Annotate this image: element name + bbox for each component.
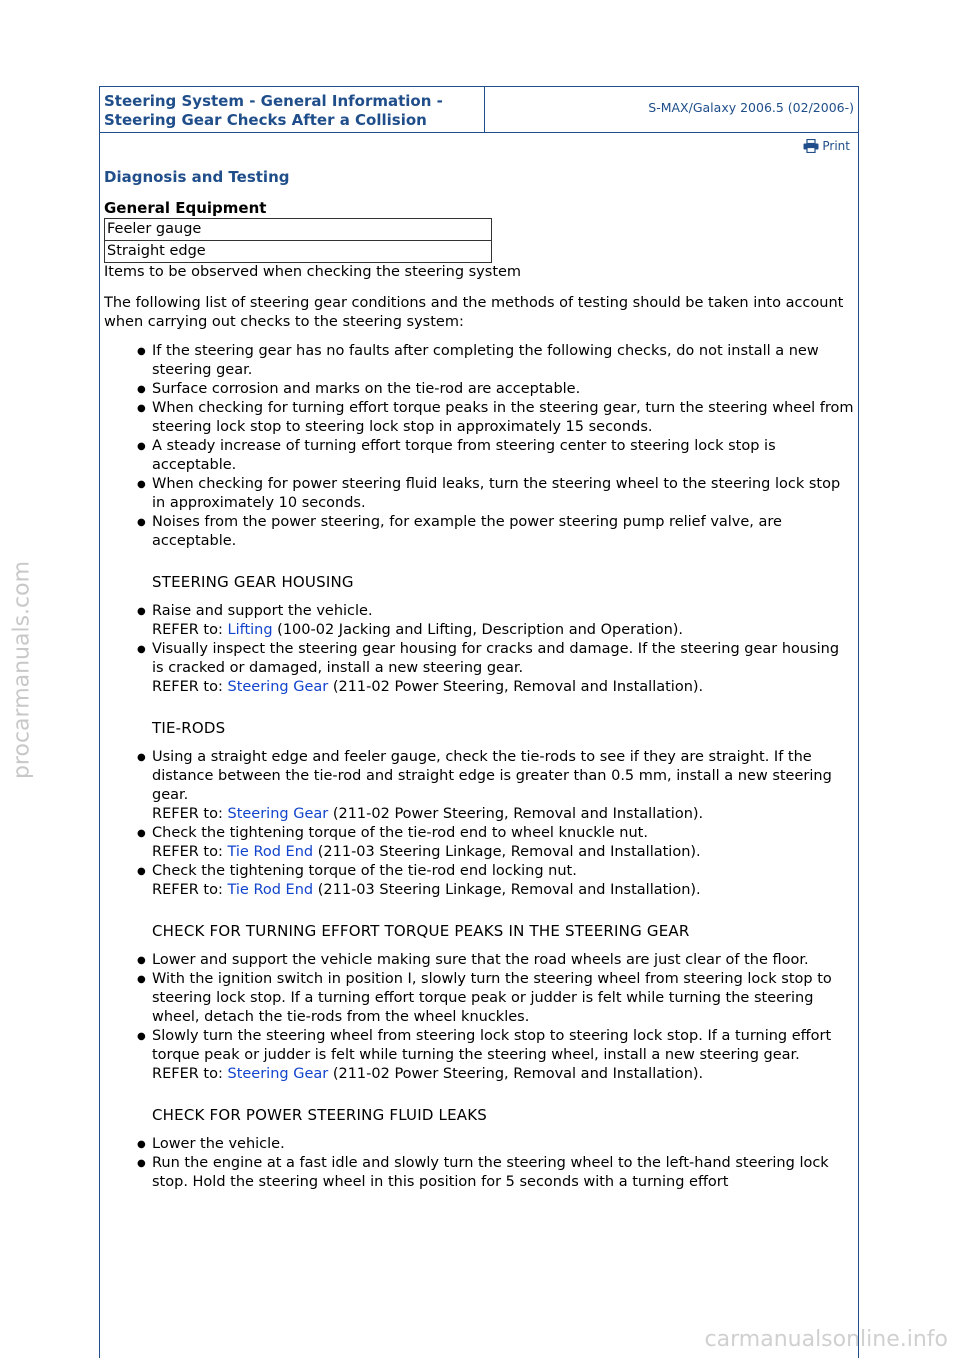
bullet-text: Using a straight edge and feeler gauge, check the tie-rods to see if they are straight. If the distance between the tie-rod and straight edge is greater than 0.5 mm, install a new steering gear. [152,749,832,803]
document-body [104,160,854,1192]
refer-label: REFER to: [152,882,228,898]
section-bullet-item [152,748,854,824]
reference-link[interactable]: Steering Gear [227,679,329,695]
bullet-text: Slowly turn the steering wheel from steering lock stop to steering lock stop. If a turning effort torque peak or judder is felt while turning the steering wheel, install a new steering gear. [152,1028,832,1063]
reference-link[interactable]: Steering Gear [227,806,329,822]
bullet-text: Lower the vehicle. [152,1136,285,1152]
equipment-table [104,218,492,263]
reference-link[interactable]: Lifting [227,622,273,638]
section-bullet-item [152,824,854,862]
bullet-text: Lower and support the vehicle making sure that the road wheels are just clear of the floor. [152,952,809,968]
section-bullet-list [104,602,854,697]
section-bullet-item [152,862,854,900]
reference-text: (211-02 Power Steering, Removal and Installation). [328,1066,704,1082]
section-bullet-list [104,748,854,900]
bullet-text: Visually inspect the steering gear housing for cracks and damage. If the steering gear housing is cracked or damaged, install a new steering gear. [152,641,840,676]
section-bullet-list [104,1135,854,1192]
print-link[interactable] [803,139,850,153]
reference-text: (100-02 Jacking and Lifting, Description and Operation). [272,622,684,638]
printer-icon [803,139,819,153]
section-bullet-item [152,1154,854,1192]
section-bullet-item [152,602,854,640]
bottom-watermark: carmanualsonline.info [704,1327,948,1352]
page-title-line2: Steering Gear Checks After a Collision [104,111,427,129]
refer-label: REFER to: [152,679,228,695]
bullet-text: Run the engine at a fast idle and slowly turn the steering wheel to the left-hand steering lock stop. Hold the steering wheel in this position for 5 seconds with a turning effort [152,1155,829,1190]
equipment-row [105,219,492,241]
reference-text: (211-02 Power Steering, Removal and Installation). [328,679,704,695]
refer-label: REFER to: [152,806,228,822]
intro-bullet-item: ● If the steering gear has no faults after completing the following checks, do not install a new steering gear. [152,342,854,380]
section-bullet-list [104,951,854,1084]
section-title: CHECK FOR POWER STEERING FLUID LEAKS [152,1106,487,1124]
observe-heading: Items to be observed when checking the steering system [104,264,522,280]
intro-bullet-item: ● Surface corrosion and marks on the tie-rod are acceptable. [152,380,854,399]
print-label: Print [822,139,850,153]
refer-label: REFER to: [152,1066,228,1082]
procedure-sections [104,573,854,1192]
page-header [99,86,859,133]
page-title [100,87,485,132]
equipment-cell: Feeler gauge [105,219,492,241]
bullet-text: With the ignition switch in position I, slowly turn the steering wheel from steering lock stop to steering lock stop. If a turning effort torque peak or judder is felt while turning the steering wheel, detach the tie-rods from the wheel knuckles. [152,971,832,1025]
equipment-cell: Straight edge [105,241,492,263]
section-title: CHECK FOR TURNING EFFORT TORQUE PEAKS IN THE STEERING GEAR [152,922,690,940]
refer-label: REFER to: [152,622,228,638]
intro-bullet-item: ● When checking for turning effort torque peaks in the steering gear, turn the steering wheel from steering lock stop to steering lock stop in approximately 15 seconds. [152,399,854,437]
general-equipment-title: General Equipment [104,199,267,217]
reference-text: (211-03 Steering Linkage, Removal and Installation). [313,844,701,860]
section-title: TIE-RODS [152,719,226,737]
intro-paragraph: The following list of steering gear conditions and the methods of testing should be taken into account when carrying out checks to the steering system: [104,295,844,330]
reference-link[interactable]: Steering Gear [227,1066,329,1082]
side-watermark-text: procarmanuals.com [9,560,35,780]
intro-bullet-item: ● When checking for power steering fluid leaks, turn the steering wheel to the steering lock stop in approximately 10 seconds. [152,475,854,513]
section-bullet-item [152,970,854,1027]
bullet-text: Check the tightening torque of the tie-rod end locking nut. [152,863,577,879]
model-label: S-MAX/Galaxy 2006.5 (02/2006-) [648,100,854,115]
section-bullet-item [152,1027,854,1084]
reference-link[interactable]: Tie Rod End [227,882,314,898]
intro-bullet-item: ● Noises from the power steering, for example the power steering pump relief valve, are acceptable. [152,513,854,551]
section-title: STEERING GEAR HOUSING [152,573,354,591]
section-bullet-item [152,640,854,697]
bullet-text: Raise and support the vehicle. [152,603,373,619]
side-watermark [4,560,40,780]
page-title-line1: Steering System - General Information - [104,92,443,110]
bullet-text: Check the tightening torque of the tie-rod end to wheel knuckle nut. [152,825,648,841]
intro-bullet-list [104,342,854,551]
reference-text: (211-03 Steering Linkage, Removal and Installation). [313,882,701,898]
equipment-row [105,241,492,263]
section-bullet-item [152,1135,854,1154]
diagnosis-title: Diagnosis and Testing [104,168,290,186]
refer-label: REFER to: [152,844,228,860]
reference-link[interactable]: Tie Rod End [227,844,314,860]
intro-bullet-item: ● A steady increase of turning effort torque from steering center to steering lock stop is acceptable. [152,437,854,475]
section-bullet-item [152,951,854,970]
reference-text: (211-02 Power Steering, Removal and Installation). [328,806,704,822]
